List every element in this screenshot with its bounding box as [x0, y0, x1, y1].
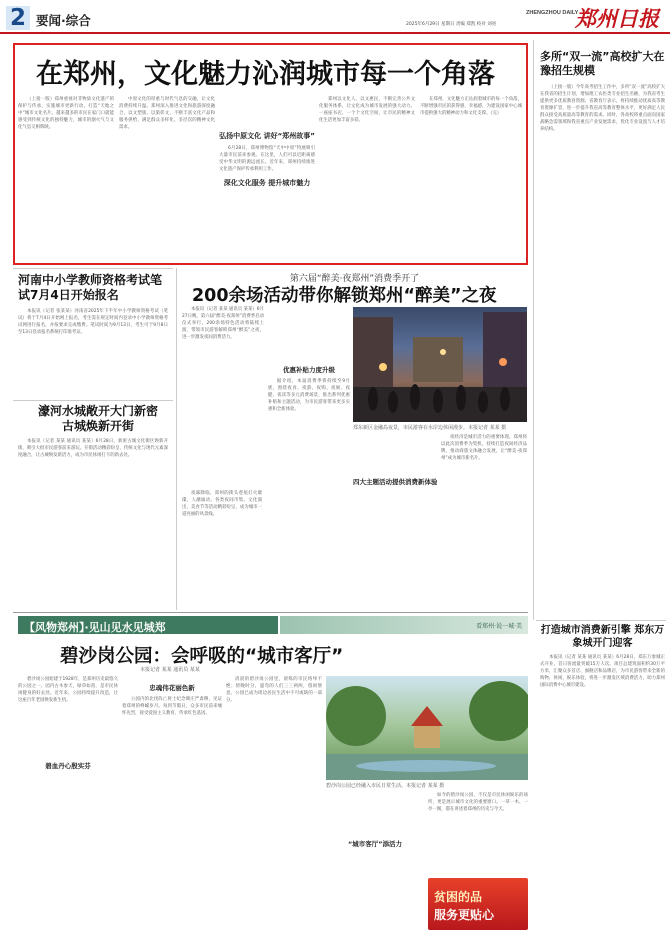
nightlife-col2: 优惠补贴力度升级 据介绍，本届消费季将持续至9月底，围绕夜食、夜游、夜购、夜娱、夜健、夜读等多元消费场景，推出系列优惠补贴和主题活动，为市民游客带来更多实惠和全新体验。: [268, 366, 350, 412]
park-subhead-3: “城市客厅”添活力: [347, 840, 403, 848]
lead-col3: 弘扬中原文化 讲好“郑州故事” 6月28日，郑州博物馆“天中中原”特展吸引大量市民前来参观。在这里，人们可以近距离感受中华文明的源远流长。近年来，郑州持续推进文化遗产保护传承利用工作。 深化文化服务 提升城市魅力: [219, 132, 315, 187]
water-body: 本报讯（记者 某某 通讯员 某某）6月28日，新密古城文化街区焕新开街，吸引大批市民游客前来游玩。开街活动精彩纷呈，传统文化与现代元素深度融合，让古城焕发新活力，成为市民休闲打卡的新去处。: [18, 439, 168, 458]
park-byline: 本报记者 某某 通讯员 某某: [140, 667, 200, 673]
lead-col1: （上接一版）郑州重视对非物质文化遗产的保护与传承，实施城市更新行动，打造“天地之中”城市文化名片。越来越多的市民在家门口就能感受到传统文化的独特魅力，城市的烟火气与文化气息交相辉映。: [18, 97, 114, 130]
lead-col5: 在郑州，文化魅力正沁润着城市的每一个角落，不断增强市民的获得感、幸福感，为建设国家中心城市提供强大的精神动力和文化支撑。（完）: [420, 97, 522, 116]
night-photo-caption: 郑东新区金融岛夜景，市民游客在水岸边休闲漫步。本报记者 某某 摄: [353, 425, 507, 431]
park-col3b: [326, 792, 424, 930]
night-street-illustration: [353, 307, 527, 422]
nightlife-col3: 夜幕降临，郑州的街头巷尾灯火璀璨，人潮涌动。各类夜间市集、文化演出、美食节等活动精彩纷呈，成为城市一道亮丽的风景线。: [182, 491, 262, 517]
nightlife-col4: 夜经济是城市活力的重要体现。郑州将以此次消费季为契机，持续打造夜间经济品牌，推动商旅文体融合发展，让“醉美·夜郑州”成为城市新名片。: [441, 435, 527, 461]
nightlife-subhead-2: 四大主题活动提供消费新体验: [353, 478, 437, 486]
paper-logo: 郑州日报: [575, 6, 659, 31]
lead-headline: 在郑州，文化魅力沁润城市每一个角落: [36, 59, 495, 90]
park-col3: 清晨的碧沙岗公园里，晨练的市民络绎不绝；傍晚时分，遛弯的人们三三两两，悠闲惬意。公园已成为周边居民生活中不可或缺的一部分。: [226, 677, 322, 703]
ad-line2: 服务更贴心: [434, 908, 495, 922]
teacher-body: 本报讯（记者 张某某）河南省2025年下半年中小学教师资格考试（笔试）将于7月4日开始网上报名，考生需在规定时间内登录中小学教师资格考试网进行报名，并按要求完成缴费。笔试时间为9月13日，考生可于9月8日至13日登录报名系统打印准考证。: [18, 309, 168, 335]
gaokao-body: （上接一版）今年高考招生工作中，多所“双一流”高校扩大在我省的招生计划，增加理工农医类专业招生名额，为我省考生提供更多优质教育资源。省教育厅表示，将持续推动优质高等教育资源扩容，进一步提升我省高等教育整体水平，更好满足人民群众接受高质量高等教育的需求。同时，各高校将重点面向国家战略急需领域和我省重点产业发展需求，优化专业设置与人才培养结构。: [540, 85, 665, 132]
water-headline: 濠河水城敞开大门新密古城焕新开街: [37, 404, 158, 433]
park-banner: [18, 616, 278, 634]
park-col4: 如今的碧沙岗公园，不仅是市民休闲娱乐的场所，更是展示城市文化的重要窗口。一草一木、一亭一阁，都在讲述着郑州的历史与今天。: [428, 793, 528, 812]
header-rule: [0, 32, 670, 34]
teacher-headline: 河南中小学教师资格考试笔试7月4日开始报名: [18, 273, 163, 302]
night-street-photo: [353, 307, 527, 422]
park-banner-note: 看郑州·说一城·美: [476, 623, 522, 630]
nightlife-kicker: 第六届“醉美·夜郑州”消费季开了: [289, 274, 420, 284]
park-col1: 碧沙岗公园始建于1928年，是郑州历史最悠久的公园之一。园内古木参天，绿草如茵，是市民休闲健身的好去处。近年来，公园持续提升改造，让这座百年老园焕发新生机。 碧血丹心殷实芬: [18, 677, 118, 770]
park-headline: 碧沙岗公园：会呼吸的“城市客厅”: [60, 646, 344, 667]
lead-col4: 郑州以文化人、以文惠民，不断完善公共文化服务体系，让文化成为城市发展的强大动力。一座座书店、一个个文化空间，让市民的精神文化生活更加丰富多彩。: [319, 97, 415, 123]
nightlife-col3b: [353, 434, 437, 608]
lead-col2: 中原文化的厚重与时代气息的交融，让文化消费持续升温。郑州深入推进文化和旅游深度融合，以文塑旅、以旅彰文，不断丰富文化产品和服务供给，满足群众多样化、多层次的精神文化需求。: [119, 97, 215, 130]
park-col2: 忠魂伟花丽色新 公园内的北伐阵亡将士纪念碑庄严肃穆，见证着郑州的峥嵘岁月。每到节假日，众多市民前来缅怀先烈，接受爱国主义教育，传承红色基因。: [122, 684, 222, 716]
bank-ad[interactable]: [428, 878, 528, 930]
date-line: 2025年6月29日 星期日 责编 郑凯 校对 刘亮: [406, 22, 497, 27]
page-number: 2: [6, 6, 30, 30]
park-photo-caption: 碧沙岗公园已经融入市民日常生活。本报记者 某某 摄: [326, 783, 445, 789]
section-title: 要闻·综合: [36, 13, 91, 28]
park-photo: [326, 676, 528, 780]
nightlife-headline: 200余场活动带你解锁郑州“醉美”之夜: [192, 286, 497, 306]
paper-english-name: ZHENGZHOU DAILY: [526, 10, 579, 16]
lead-subhead-1: 弘扬中原文化 讲好“郑州故事”: [219, 132, 315, 140]
nightlife-subhead-1: 优惠补贴力度升级: [283, 366, 335, 374]
mall-headline: 打造城市消费新引擎 郑东万象城开门迎客: [540, 625, 665, 649]
park-banner-title: 【风物郑州】·见山见水见城郑: [24, 621, 166, 634]
page-header: [0, 0, 670, 34]
park-banner-right: [280, 616, 528, 634]
park-illustration: [326, 676, 528, 780]
nightlife-col1: 本报讯（记者 某某 通讯员 某某）6月27日晚，第六届“醉美·夜郑州”消费季启动仪式举行，200余场特色活动将陆续上演，带领市民游客解锁郑州“醉美”之夜，进一步激发夜间消费活力。: [182, 307, 264, 340]
lead-subhead-2: 深化文化服务 提升城市魅力: [223, 179, 311, 187]
gaokao-headline: 多所“双一流”高校扩大在豫招生规模: [540, 50, 665, 77]
park-subhead-1: 碧血丹心殷实芬: [45, 762, 91, 770]
ad-line1: 贫困的品: [434, 890, 483, 904]
mall-body: 本报讯（记者 某某 通讯员 某某）6月28日，郑东万象城正式开业，首日客流量突破15万人次。项目总建筑面积约30万平方米，汇聚众多首店、旗舰店和品牌店，为市民游客带来全新的购物、休闲、娱乐体验，将进一步激发区域消费活力，助力郑州国际消费中心城市建设。: [540, 655, 665, 688]
park-subhead-2: 忠魂伟花丽色新: [149, 684, 195, 692]
